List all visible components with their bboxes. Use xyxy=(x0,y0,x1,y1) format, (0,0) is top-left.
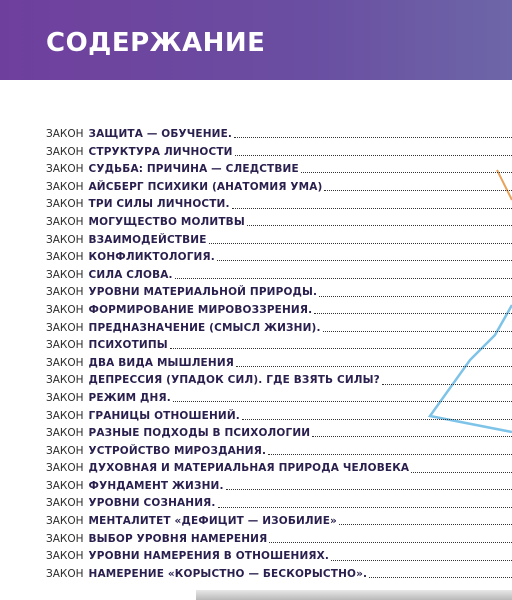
toc-entry-prefix: ЗАКОН xyxy=(46,479,84,492)
toc-entry xyxy=(46,408,512,426)
toc-entry-title: СИЛА СЛОВА. xyxy=(88,268,173,281)
toc-entry xyxy=(46,232,512,250)
toc-leader-dots xyxy=(226,489,512,490)
toc-leader-dots xyxy=(324,190,512,191)
toc-entry-prefix: ЗАКОН xyxy=(46,339,84,352)
toc-entry xyxy=(46,284,512,302)
toc-entry xyxy=(46,390,512,408)
toc-leader-dots xyxy=(269,542,512,543)
toc-entry-prefix: ЗАКОН xyxy=(46,497,84,510)
toc-entry xyxy=(46,161,512,179)
toc-entry-title: УСТРОЙСТВО МИРОЗДАНИЯ. xyxy=(88,444,267,457)
toc-entry-prefix: ЗАКОН xyxy=(46,550,84,563)
toc-entry-prefix: ЗАКОН xyxy=(46,233,84,246)
toc-leader-dots xyxy=(339,524,512,525)
toc-entry-title: ФУНДАМЕНТ ЖИЗНИ. xyxy=(88,479,224,492)
toc-leader-dots xyxy=(301,172,512,173)
toc-entry-prefix: ЗАКОН xyxy=(46,286,84,299)
toc-leader-dots xyxy=(217,260,512,261)
toc-entry-title: МОГУЩЕСТВО МОЛИТВЫ xyxy=(88,215,245,228)
toc-entry-prefix: ЗАКОН xyxy=(46,532,84,545)
toc-entry-prefix: ЗАКОН xyxy=(46,321,84,334)
toc-entry-title: ФОРМИРОВАНИЕ МИРОВОЗЗРЕНИЯ. xyxy=(88,303,313,316)
toc-entry xyxy=(46,425,512,443)
toc-entry xyxy=(46,267,512,285)
toc-entry-title: МЕНТАЛИТЕТ «ДЕФИЦИТ — ИЗОБИЛИЕ» xyxy=(88,515,337,528)
toc-entry-title: ВЫБОР УРОВНЯ НАМЕРЕНИЯ xyxy=(88,532,268,545)
toc-entry xyxy=(46,372,512,390)
toc-leader-dots xyxy=(234,137,512,138)
toc-entry-title: ДЕПРЕССИЯ (УПАДОК СИЛ). ГДЕ ВЗЯТЬ СИЛЫ? xyxy=(88,374,380,387)
toc-entry-prefix: ЗАКОН xyxy=(46,409,84,422)
toc-entry xyxy=(46,478,512,496)
toc-leader-dots xyxy=(232,208,512,209)
toc-entry xyxy=(46,214,512,232)
toc-leader-dots xyxy=(209,243,512,244)
toc-entry-title: ЗАЩИТА — ОБУЧЕНИЕ. xyxy=(88,128,233,140)
toc-entry-title: ПРЕДНАЗНАЧЕНИЕ (СМЫСЛ ЖИЗНИ). xyxy=(88,321,321,334)
toc-entry xyxy=(46,443,512,461)
toc-leader-dots xyxy=(175,278,512,279)
toc-entry-prefix: ЗАКОН xyxy=(46,251,84,264)
toc-leader-dots xyxy=(170,348,512,349)
toc-entry-title: КОНФЛИКТОЛОГИЯ. xyxy=(88,251,215,264)
toc-entry-title: СТРУКТУРА ЛИЧНОСТИ xyxy=(88,145,233,158)
toc-entry xyxy=(46,566,512,584)
toc-entry-prefix: ЗАКОН xyxy=(46,462,84,475)
toc-entry-prefix: ЗАКОН xyxy=(46,356,84,369)
toc-entry-prefix: ЗАКОН xyxy=(46,215,84,228)
toc-entry-title: ВЗАИМОДЕЙСТВИЕ xyxy=(88,233,207,246)
toc-leader-dots xyxy=(382,384,512,385)
toc-entry-title: АЙСБЕРГ ПСИХИКИ (АНАТОМИЯ УМА) xyxy=(88,180,323,193)
toc-entry xyxy=(46,302,512,320)
toc-entry-prefix: ЗАКОН xyxy=(46,303,84,316)
toc-entry-prefix: ЗАКОН xyxy=(46,515,84,528)
toc-entry xyxy=(46,249,512,267)
table-of-contents xyxy=(46,126,512,583)
toc-entry-title: РАЗНЫЕ ПОДХОДЫ В ПСИХОЛОГИИ xyxy=(88,427,311,440)
toc-entry xyxy=(46,196,512,214)
toc-entry-prefix: ЗАКОН xyxy=(46,391,84,404)
toc-entry xyxy=(46,548,512,566)
toc-entry xyxy=(46,179,512,197)
toc-entry xyxy=(46,320,512,338)
toc-entry-title: СУДЬБА: ПРИЧИНА — СЛЕДСТВИЕ xyxy=(88,163,299,176)
toc-entry-title: УРОВНИ НАМЕРЕНИЯ В ОТНОШЕНИЯХ. xyxy=(88,550,330,563)
toc-leader-dots xyxy=(235,155,512,156)
toc-entry-prefix: ЗАКОН xyxy=(46,567,84,580)
page-title: СОДЕРЖАНИЕ xyxy=(46,28,266,58)
toc-entry-title: ТРИ СИЛЫ ЛИЧНОСТИ. xyxy=(88,198,230,211)
page-bottom-edge xyxy=(196,590,512,600)
toc-leader-dots xyxy=(323,331,512,332)
toc-leader-dots xyxy=(411,472,512,473)
toc-leader-dots xyxy=(369,577,512,578)
toc-entry-title: УРОВНИ МАТЕРИАЛЬНОЙ ПРИРОДЫ. xyxy=(88,286,318,299)
toc-leader-dots xyxy=(236,366,512,367)
toc-leader-dots xyxy=(319,296,512,297)
toc-entry xyxy=(46,513,512,531)
toc-entry xyxy=(46,144,512,162)
toc-leader-dots xyxy=(218,507,512,508)
toc-entry-title: ПСИХОТИПЫ xyxy=(88,339,168,352)
toc-entry-title: ДУХОВНАЯ И МАТЕРИАЛЬНАЯ ПРИРОДА ЧЕЛОВЕКА xyxy=(88,462,410,475)
toc-entry-title: НАМЕРЕНИЕ «КОРЫСТНО — БЕСКОРЫСТНО». xyxy=(88,567,368,580)
toc-entry-title: ГРАНИЦЫ ОТНОШЕНИЙ. xyxy=(88,409,240,422)
toc-leader-dots xyxy=(247,225,512,226)
toc-entry-title: РЕЖИМ ДНЯ. xyxy=(88,391,171,404)
toc-leader-dots xyxy=(173,401,512,402)
toc-leader-dots xyxy=(242,419,512,420)
toc-entry xyxy=(46,531,512,549)
toc-entry-prefix: ЗАКОН xyxy=(46,374,84,387)
toc-entry xyxy=(46,337,512,355)
header-banner xyxy=(0,0,512,80)
toc-entry-prefix: ЗАКОН xyxy=(46,163,84,176)
toc-entry-prefix: ЗАКОН xyxy=(46,444,84,457)
toc-entry xyxy=(46,460,512,478)
toc-entry-prefix: ЗАКОН xyxy=(46,268,84,281)
toc-entry-title: ДВА ВИДА МЫШЛЕНИЯ xyxy=(88,356,234,369)
toc-leader-dots xyxy=(268,454,512,455)
toc-entry xyxy=(46,355,512,373)
toc-entry-title: УРОВНИ СОЗНАНИЯ. xyxy=(88,497,216,510)
toc-leader-dots xyxy=(314,313,512,314)
toc-entry-prefix: ЗАКОН xyxy=(46,145,84,158)
toc-entry xyxy=(46,126,512,144)
toc-entry-prefix: ЗАКОН xyxy=(46,198,84,211)
toc-leader-dots xyxy=(331,560,512,561)
toc-entry xyxy=(46,495,512,513)
toc-entry-prefix: ЗАКОН xyxy=(46,128,84,140)
toc-entry-prefix: ЗАКОН xyxy=(46,427,84,440)
toc-entry-prefix: ЗАКОН xyxy=(46,180,84,193)
toc-leader-dots xyxy=(312,436,512,437)
